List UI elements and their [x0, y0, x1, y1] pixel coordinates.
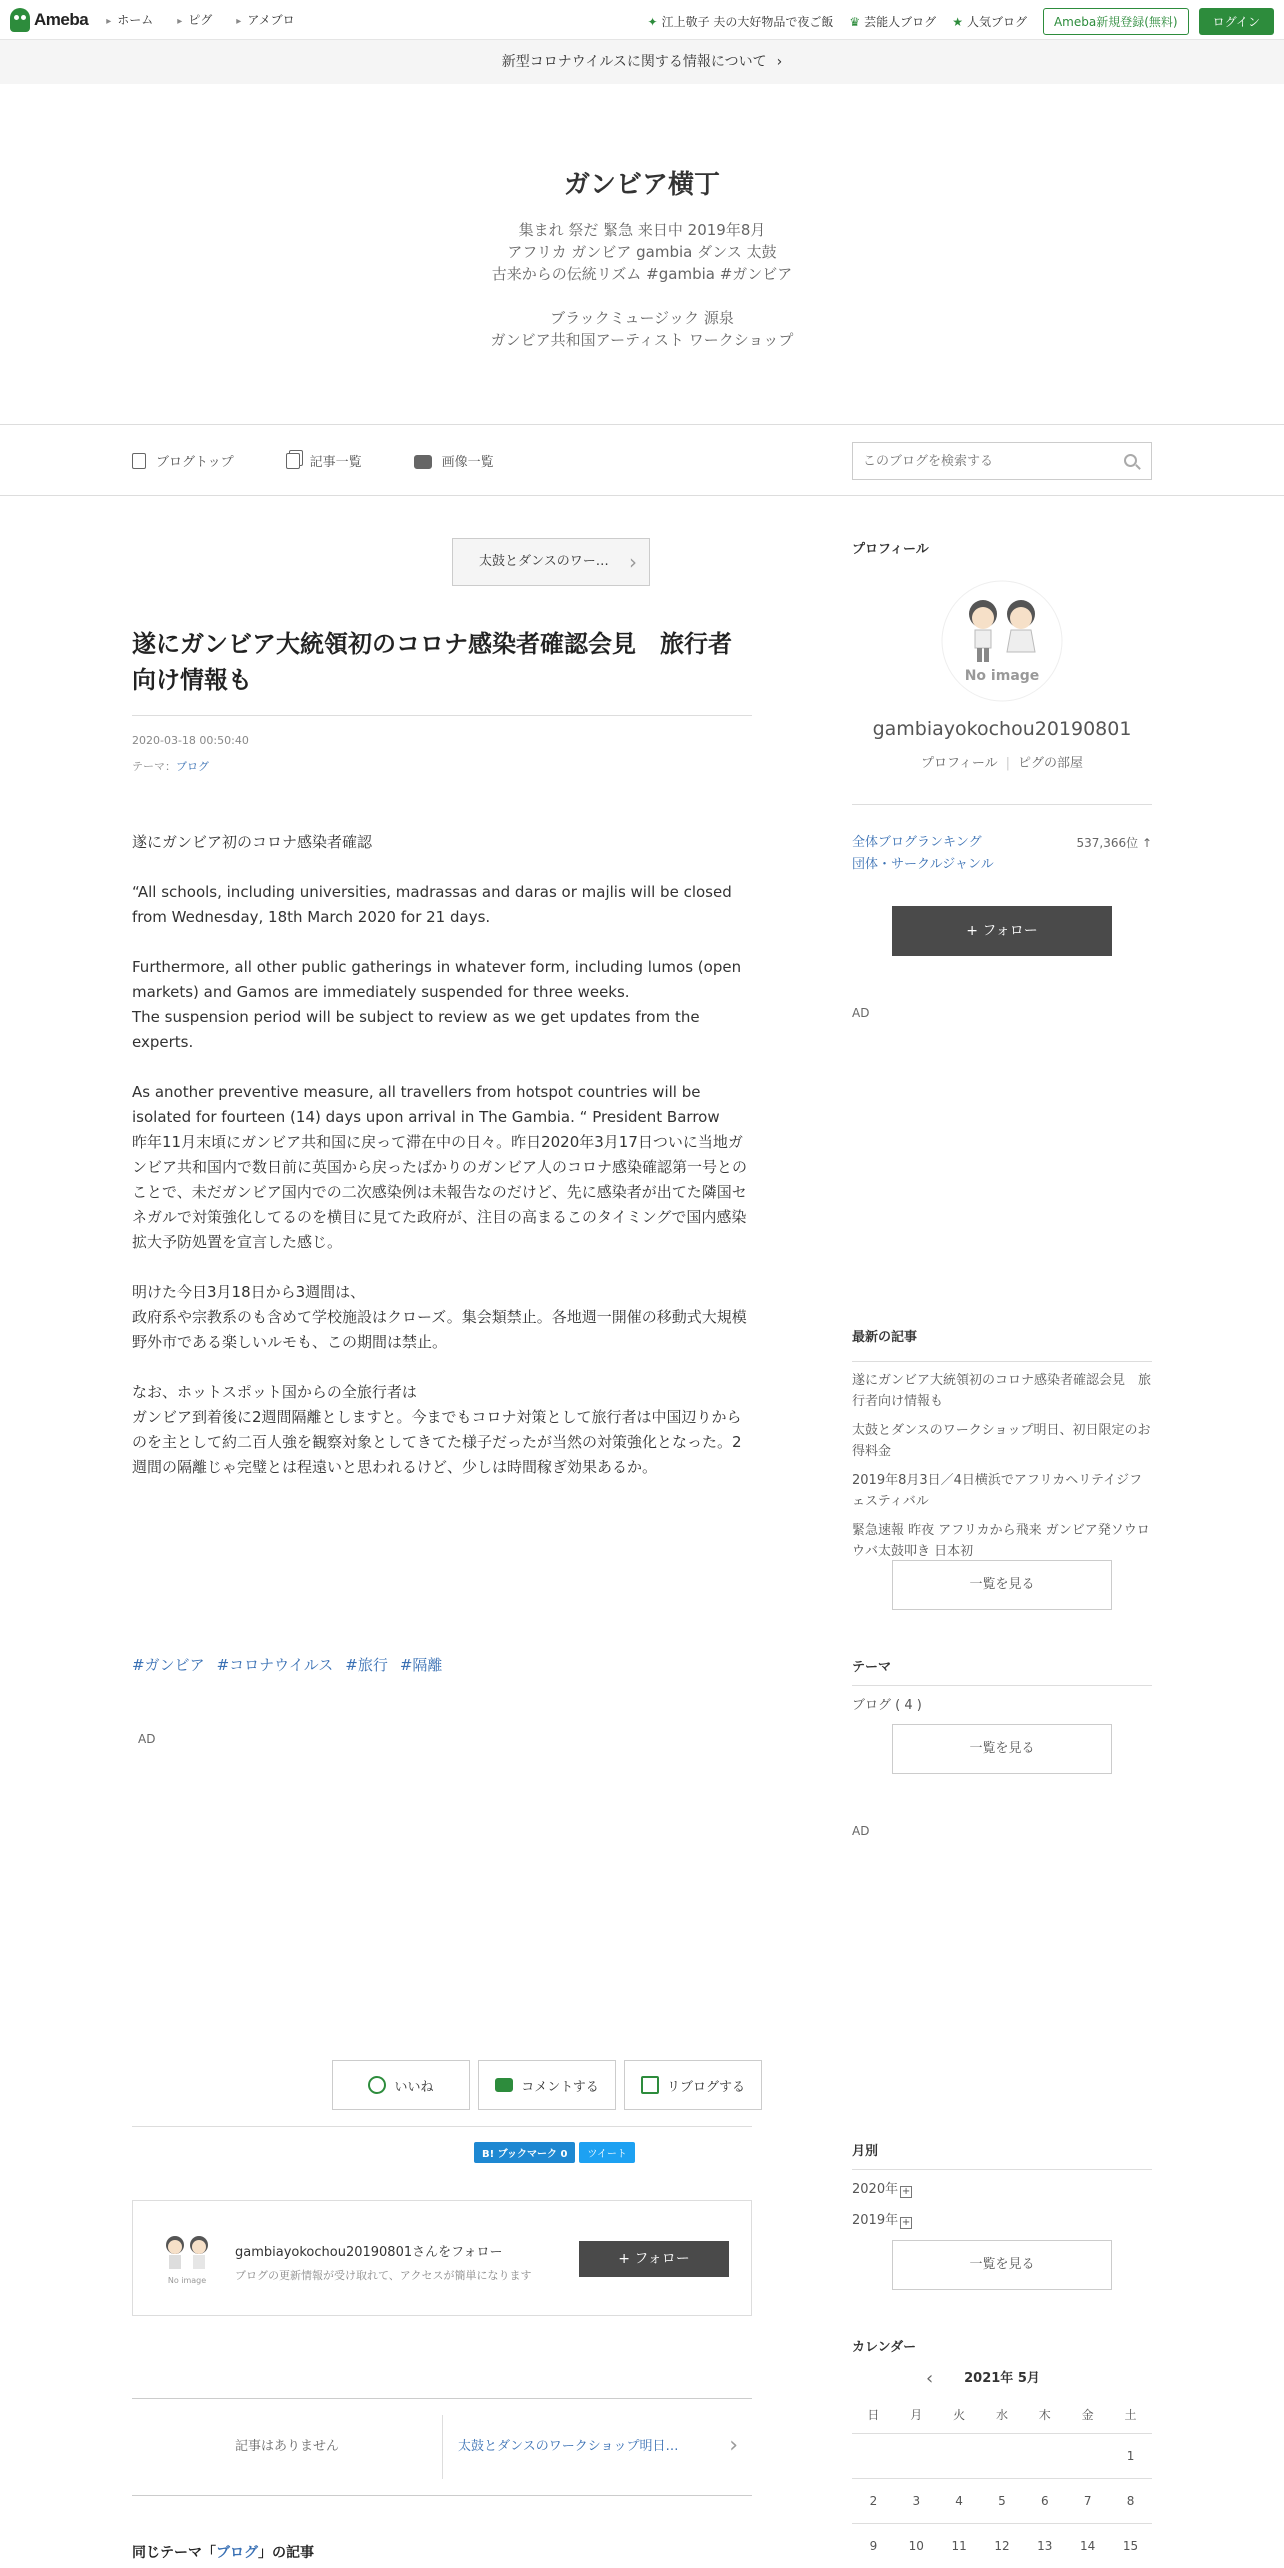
prev-entry-button[interactable] [452, 538, 650, 586]
entry-list-label: 記事一覧 [309, 454, 362, 470]
weekday: 日 [852, 2397, 895, 2433]
article-actions [332, 2060, 762, 2110]
paragraph: なお、ホットスポット国からの全旅行者は ガンビア到着後に2週間隔離としますと。今までもコロナ対策として旅行者は中国辺りからのを主として約二百人強を観察対象としてきてた様子だったが当然の対策強化となった。2週間の隔離じゃ完璧とは程遠いと思われるけど、少しは時間稼ぎ効果あるか。 [132, 1383, 742, 1476]
calendar-day: 8 [1109, 2478, 1152, 2523]
calendar-day: 2 [852, 2478, 895, 2523]
blog-header [0, 84, 1284, 424]
monthly-heading: 月別 [852, 2144, 879, 2159]
article-date: 2020-03-18 00:50:40 [132, 734, 249, 747]
search-icon[interactable] [1124, 454, 1137, 467]
document-icon [132, 453, 146, 469]
documents-icon [286, 453, 300, 469]
divider [442, 2415, 443, 2479]
entry-list-link[interactable] [286, 451, 362, 470]
paragraph: As another preventive measure, all travellers from hotspot countries will be isolated for fourteen (14) days upon arrival in The Gambia. “ President Barrow 昨年11月末頃にガンビア共和国に戻って滞在中の日々。昨日2020年3月17日ついに当地ガンビア共和国内で数日前に英国から戻ったばかりのガンビア人のコロナ感染確認第一号とのことで、未だガンビア国内での二次感染例は未報告なのだけど、先に感染者が出てた隣国セネガルで対策強化してるのを横目に見てた政府が、注目の高まるこのタイミングで国内感染拡大予防処置を宣言した感じ。 [132, 1083, 748, 1251]
theme-section [852, 1656, 1152, 1713]
paragraph: 明けた今日3月18日から3週間は、 政府系や宗教系のも含めて学校施設はクローズ。集会類禁止。各地週一開催の移動式大規模野外市である楽しいルモも、この期間は禁止。 [132, 1283, 747, 1351]
trend-link[interactable] [648, 13, 834, 30]
no-prev-entry: 記事はありません [234, 2439, 339, 2454]
search-input[interactable] [853, 443, 1093, 479]
ad-label: AD [138, 1732, 156, 1746]
recent-more-button[interactable]: 一覧を見る [892, 1560, 1112, 1610]
calendar-day: 14 [1066, 2523, 1109, 2568]
calendar-day [895, 2433, 938, 2478]
calendar-day [1066, 2433, 1109, 2478]
nav-home[interactable]: ▸ ホーム [106, 11, 153, 28]
divider [132, 2126, 752, 2127]
calendar-day: 3 [895, 2478, 938, 2523]
recent-entries [852, 1326, 1152, 1562]
calendar-table [852, 2397, 1152, 2568]
covid-notice-link[interactable] [0, 40, 1284, 84]
like-button[interactable] [332, 2060, 470, 2110]
separator: | [1005, 756, 1011, 771]
calendar-day [938, 2433, 981, 2478]
camera-icon [414, 455, 432, 469]
profile-heading: プロフィール [852, 542, 929, 557]
global-nav-links [106, 11, 294, 28]
calendar-heading: カレンダー [852, 2340, 917, 2355]
hashtag-link[interactable]: #コロナウイルス [216, 1656, 334, 1674]
reblog-icon [641, 2076, 659, 2094]
calendar-month: 2021年 5月 [964, 2371, 1040, 2386]
same-theme-link[interactable]: ブログ [216, 2545, 258, 2561]
paragraph: “All schools, including universities, madrassas and daras or majlis will be closed from Wednesday, 18th March 2020 for 21 days. [132, 883, 732, 926]
archive-year-2020[interactable] [852, 2170, 1152, 2201]
ad-label: AD [852, 1006, 870, 1020]
profile-link[interactable]: プロフィール [920, 756, 998, 771]
global-nav [0, 0, 1284, 40]
sidebar [852, 538, 1152, 2553]
nav-ameblo[interactable]: ▸ アメブロ [236, 11, 294, 28]
no-image-avatar [157, 2231, 217, 2287]
weekday: 木 [1023, 2397, 1066, 2433]
comment-icon [495, 2078, 513, 2092]
image-list-label: 画像一覧 [441, 454, 494, 470]
chevron-right-icon: › [629, 550, 637, 574]
celebrity-blog-label: 芸能人ブログ [864, 15, 937, 29]
calendar-day: 4 [938, 2478, 981, 2523]
calendar-day [1023, 2433, 1066, 2478]
expand-icon[interactable]: + [901, 2217, 911, 2228]
ameba-logo-icon [10, 8, 30, 32]
theme-heading: テーマ [852, 1660, 892, 1675]
hashtags [132, 1654, 442, 1675]
nav-pigg[interactable]: ▸ ピグ [177, 11, 212, 28]
theme-label: テーマ： [132, 760, 176, 773]
same-theme-suffix: 」の記事 [258, 2545, 314, 2561]
genre-ranking-link[interactable]: 団体・サークルジャンル [852, 857, 994, 872]
calendar-day: 13 [1023, 2523, 1066, 2568]
weekday: 金 [1066, 2397, 1109, 2433]
article-title: 遂にガンビア大統領初のコロナ感染者確認会見 旅行者向け情報も [132, 630, 732, 694]
ranking-value: 537,366位 ↑ [1076, 836, 1152, 850]
blog-title[interactable]: ガンビア横丁 [563, 170, 720, 200]
ranking [852, 832, 1152, 876]
star-icon: ★ [952, 15, 963, 29]
chevron-left-icon[interactable]: ‹ [926, 2368, 934, 2389]
calendar-day: 12 [981, 2523, 1024, 2568]
recent-heading: 最新の記事 [852, 1330, 918, 1345]
chevron-right-icon[interactable]: › [729, 2433, 738, 2458]
reblog-label: リブログする [666, 2079, 745, 2095]
blog-top-link[interactable] [132, 451, 234, 470]
image-list-link[interactable] [414, 451, 494, 470]
entry-pager [132, 2398, 752, 2496]
ameba-logo[interactable] [10, 8, 88, 32]
weekday: 月 [895, 2397, 938, 2433]
blog-nav [0, 424, 1284, 496]
theme-item-link[interactable]: ブログ ( 4 ) [852, 1685, 1152, 1713]
recent-entry-link[interactable]: 太鼓とダンスのワークショップ明日、初日限定のお得料金 [852, 1423, 1151, 1459]
blog-search [852, 442, 1152, 480]
calendar-day [852, 2433, 895, 2478]
hashtag-link[interactable]: #ガンビア [132, 1656, 205, 1674]
svg-text:No image: No image [167, 2276, 207, 2285]
login-button[interactable]: ログイン [1199, 8, 1274, 35]
sidebar-follow-button[interactable]: + フォロー [892, 906, 1112, 956]
no-image-icon [939, 580, 1065, 702]
blog-description: 集まれ 祭だ 緊急 来日中 2019年8月 アフリカ ガンビア gambia ダンス 太鼓 古来からの伝統リズム #gambia #ガンビア ブラックミュージック 源泉 ガンビア共和国アーティスト ワークショップ [490, 221, 794, 349]
notice-text: 新型コロナウイルスに関する情報について [501, 54, 767, 70]
theme-link[interactable]: ブログ [176, 760, 209, 773]
global-nav-right [648, 8, 1274, 35]
same-theme-heading [132, 2542, 314, 2562]
reblog-button[interactable] [624, 2060, 762, 2110]
calendar-day: 10 [895, 2523, 938, 2568]
calendar-day: 5 [981, 2478, 1024, 2523]
pigg-room-link[interactable]: ピグの部屋 [1018, 756, 1084, 771]
profile-username[interactable]: gambiayokochou20190801 [872, 718, 1132, 740]
register-button[interactable]: Ameba新規登録(無料) [1043, 8, 1189, 35]
comment-label: コメントする [521, 2079, 599, 2095]
like-label: いいね [394, 2079, 434, 2095]
calendar-day: 9 [852, 2523, 895, 2568]
divider [852, 804, 1152, 805]
expand-icon[interactable]: + [901, 2186, 911, 2197]
popular-blog-label: 人気ブログ [966, 15, 1027, 29]
divider [132, 715, 752, 716]
article-theme [132, 758, 209, 774]
calendar-day [981, 2433, 1024, 2478]
smile-icon [368, 2076, 386, 2094]
comment-button[interactable] [478, 2060, 616, 2110]
calendar [852, 2336, 1152, 2568]
ad-label: AD [852, 1824, 870, 1838]
chevron-right-icon: › [776, 54, 783, 70]
recent-entry-link[interactable]: 2019年8月3日／4日横浜でアフリカヘリテイジフェスティバル [852, 1473, 1143, 1509]
weekday: 火 [938, 2397, 981, 2433]
profile-links [852, 752, 1152, 771]
monthly-archive [852, 2140, 1152, 2232]
trend-link-label: 江上敬子 夫の大好物品で夜ご飯 [661, 15, 834, 29]
calendar-day: 1 [1109, 2433, 1152, 2478]
next-entry-link[interactable]: 太鼓とダンスのワークショップ明日… [458, 2439, 679, 2454]
follow-description: ブログの更新情報が受け取れて、アクセスが簡単になります [235, 2269, 532, 2282]
share-buttons [474, 2142, 635, 2163]
tweet-button[interactable]: ツイート [579, 2142, 635, 2163]
hashtag-link[interactable]: #隔離 [399, 1656, 443, 1674]
star-icon: ✦ [647, 15, 658, 29]
year-label: 2020年 [852, 2182, 899, 2197]
archive-year-2019[interactable] [852, 2201, 1152, 2232]
logo-text: Ameba [34, 9, 89, 29]
paragraph: Furthermore, all other public gatherings in whatever form, including lumos (open markets) and Gamos are immediately suspended for three weeks. The suspension period will be subject to review as we get updates from the experts. [132, 958, 742, 1051]
popular-blog-link[interactable] [952, 13, 1027, 30]
same-theme-prefix: 同じテーマ「 [132, 2545, 216, 2561]
paragraph: 遂にガンビア初のコロナ感染者確認 [132, 833, 373, 851]
follow-box [132, 2200, 752, 2316]
theme-more-button[interactable]: 一覧を見る [892, 1724, 1112, 1774]
hashtag-link[interactable]: #旅行 [345, 1656, 388, 1674]
crown-icon: ♛ [849, 15, 861, 29]
year-label: 2019年 [852, 2213, 899, 2228]
follow-button[interactable]: + フォロー [579, 2241, 729, 2277]
recent-entry-link[interactable]: 緊急速報 昨夜 アフリカから飛来 ガンビア発ソウロウバ太鼓叩き 日本初 [852, 1523, 1150, 1559]
hatena-bookmark-button[interactable]: B! ブックマーク 0 [474, 2142, 575, 2163]
calendar-day: 11 [938, 2523, 981, 2568]
weekday: 水 [981, 2397, 1024, 2433]
overall-ranking-link[interactable]: 全体ブログランキング [852, 835, 982, 850]
calendar-day: 7 [1066, 2478, 1109, 2523]
calendar-header [852, 2367, 1152, 2397]
celebrity-blog-link[interactable] [849, 13, 936, 30]
article-body [132, 830, 752, 1505]
calendar-day: 6 [1023, 2478, 1066, 2523]
recent-entry-link[interactable]: 遂にガンビア大統領初のコロナ感染者確認会見 旅行者向け情報も [852, 1373, 1152, 1409]
profile-avatar[interactable] [939, 580, 1065, 702]
calendar-day: 15 [1109, 2523, 1152, 2568]
weekday: 土 [1109, 2397, 1152, 2433]
blog-top-label: ブログトップ [156, 454, 234, 470]
follow-name: gambiayokochou20190801さんをフォロー [235, 2245, 503, 2260]
monthly-more-button[interactable]: 一覧を見る [892, 2240, 1112, 2290]
svg-text:No image: No image [964, 668, 1040, 684]
prev-entry-label: 太鼓とダンスのワー… [479, 554, 609, 569]
